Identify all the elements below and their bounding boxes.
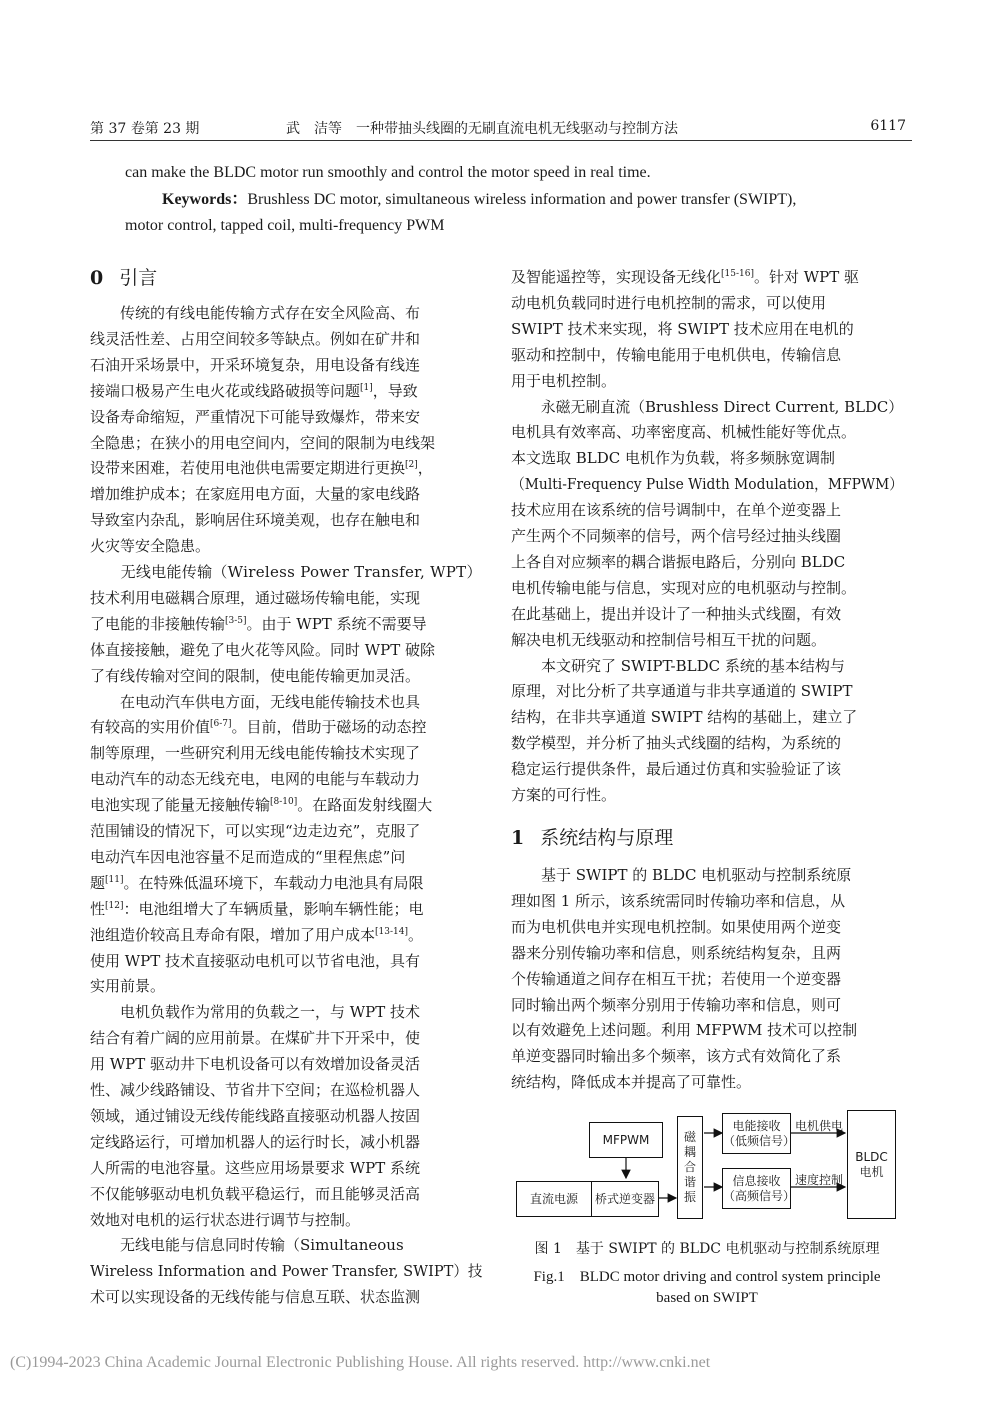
keywords-label: Keywords： <box>162 191 248 208</box>
text-line: 电机传输电能与信息，实现对应的电机驱动与控制。 <box>511 578 857 597</box>
section-number: 1 <box>511 827 525 849</box>
keywords-line <box>162 190 796 210</box>
text-line: 在电动汽车供电方面，无线电能传输技术也具 <box>90 692 421 711</box>
text-line: 了电能的非接触传输[3-5]。由于 WPT 系统不需要导 <box>90 614 427 633</box>
dc-source-label: 直流电源 <box>529 1191 578 1206</box>
text-line: 基于 SWIPT 的 BLDC 电机驱动与控制系统原 <box>511 866 852 884</box>
text-line: 设带来困难，若使用电池供电需要定期进行更换[2]， <box>90 459 433 478</box>
power-receiver-label: 电能接收 <box>732 1118 781 1133</box>
text-line: 人所需的电池容量。这些应用场景要求 WPT 系统 <box>90 1158 421 1177</box>
info-receiver-label: 信息接收 <box>732 1173 781 1188</box>
bldc-label: BLDC <box>855 1149 888 1164</box>
text-line: 本文研究了 SWIPT-BLDC 系统的基本结构与 <box>511 656 845 675</box>
text-line: 原理，对比分析了共享通道与非共享通道的 SWIPT <box>511 682 853 701</box>
text-line: 用 WPT 驱动井下电机设备可以有效增加设备灵活 <box>90 1055 421 1074</box>
figure-1-diagram <box>511 1105 901 1230</box>
text-line: 无线电能传输（Wireless Power Transfer, WPT） <box>90 563 482 581</box>
text-line: 技术利用电磁耦合原理，通过磁场传输电能，实现 <box>90 588 421 607</box>
section-title: 系统结构与原理 <box>540 827 674 849</box>
section-heading-0 <box>90 266 157 290</box>
text-line: 方案的可行性。 <box>511 786 617 804</box>
text-line: 石油开采场景中，开采环境复杂，用电设备有线连 <box>90 355 421 374</box>
text-line: 电机具有效率高、功率密度高、机械性能好等优点。 <box>511 423 857 442</box>
text-line: 理如图 1 所示，该系统需同时传输功率和信息，从 <box>511 891 846 910</box>
running-header <box>90 118 912 141</box>
text-line: 性、减少线路铺设、节省井下空间；在巡检机器人 <box>90 1081 421 1099</box>
info-receiver-block <box>722 1168 796 1209</box>
motor-label: 电机 <box>859 1164 884 1179</box>
text-line: 题[11]。在特殊低温环境下，车载动力电池具有局限 <box>90 873 424 892</box>
inverter-block <box>591 1181 659 1217</box>
low-frequency-label: （低频信号） <box>723 1133 796 1148</box>
power-receiver-block <box>722 1113 796 1154</box>
text-line: 本文选取 BLDC 电机作为负载，将多频脉宽调制 <box>511 449 836 468</box>
text-line: 传统的有线电能传输方式存在安全风险高、布 <box>90 304 421 322</box>
text-line: （Multi-Frequency Pulse Width Modulation，MFPWM） <box>511 475 904 494</box>
text-line: 设备寿命缩短，严重情况下可能导致爆炸，带来安 <box>90 407 421 426</box>
text-line: 池组造价较高且寿命有限，增加了用户成本[13-14]。 <box>90 925 423 944</box>
section-heading-1 <box>511 826 673 850</box>
text-line: 个传输通道之间存在相互干扰；若使用一个逆变器 <box>511 969 842 988</box>
figure-caption-cn: 图 1 基于 SWIPT 的 BLDC 电机驱动与控制系统原理 <box>534 1241 880 1257</box>
text-line: 永磁无刷直流（Brushless Direct Current, BLDC） <box>511 397 904 416</box>
text-line: SWIPT 技术来实现，将 SWIPT 技术应用在电机的 <box>511 319 854 338</box>
text-line: 了有线传输对空间的限制，使电能传输更加灵活。 <box>90 666 421 685</box>
inverter-label: 桥式逆变器 <box>594 1191 655 1206</box>
mfpwm-label: MFPWM <box>602 1132 650 1147</box>
text-line: 技术应用在该系统的信号调制中，在单个逆变器上 <box>511 501 842 520</box>
text-line: 同时输出两个频率分别用于传输功率和信息，则可 <box>511 995 842 1014</box>
keywords-text-1: Brushless DC motor, simultaneous wireless information and power transfer (SWIPT), <box>247 191 797 208</box>
section-title: 引言 <box>119 267 158 289</box>
mfpwm-block <box>589 1122 663 1158</box>
copyright-footer: (C)1994-2023 China Academic Journal Electronic Publishing House. All rights reserved. http://www.cnki.net <box>10 1354 711 1371</box>
text-line: 全隐患；在狭小的用电空间内，空间的限制为电线架 <box>90 433 436 452</box>
text-line: Wireless Information and Power Transfer, SWIPT）技 <box>90 1262 483 1281</box>
text-line: 导致室内杂乱，影响居住环境美观，也存在触电和 <box>90 511 421 530</box>
text-line: 术可以实现设备的无线传能与信息互联、状态监测 <box>90 1288 421 1307</box>
resonance-label: 磁耦合谐振 <box>683 1130 696 1204</box>
header-authors-title: 武 洁等 一种带抽头线圈的无刷直流电机无线驱动与控制方法 <box>286 121 678 137</box>
text-line: 火灾等安全隐患。 <box>90 537 211 556</box>
figure-caption-en-1: Fig.1 BLDC motor driving and control system principle <box>533 1269 881 1285</box>
abstract-tail: can make the BLDC motor run smoothly and control the motor speed in real time. <box>125 164 651 181</box>
journal-issue: 第 37 卷第 23 期 <box>90 121 200 137</box>
text-line: 接端口极易产生电火花或线路破损等问题[1]，导致 <box>90 381 418 400</box>
text-line: 单逆变器同时输出多个频率，该方式有效简化了系 <box>511 1047 842 1066</box>
text-line: 电机负载作为常用的负载之一，与 WPT 技术 <box>90 1003 421 1022</box>
text-line: 产生两个不同频率的信号，两个信号经过抽头线圈 <box>511 527 842 545</box>
text-line: 稳定运行提供条件，最后通过仿真和实验验证了该 <box>511 760 842 779</box>
text-line: 上各自对应频率的耦合谐振电路后，分别向 BLDC <box>511 552 846 571</box>
text-line: 解决电机无线驱动和控制信号相互干扰的问题。 <box>511 630 827 649</box>
text-line: 而为电机供电并实现电机控制。如果使用两个逆变 <box>511 917 842 936</box>
text-line: 不仅能够驱动电机负载平稳运行，而且能够灵活高 <box>90 1184 421 1203</box>
text-line: 用于电机控制。 <box>511 371 617 390</box>
keywords-text-2: motor control, tapped coil, multi-frequency PWM <box>125 217 445 234</box>
text-line: 及智能遥控等，实现设备无线化[15-16]。针对 WPT 驱 <box>511 268 860 286</box>
text-line: 在此基础上，提出并设计了一种抽头式线圈，有效 <box>511 604 842 623</box>
text-line: 以有效避免上述问题。利用 MFPWM 技术可以控制 <box>511 1021 858 1040</box>
page-number: 6117 <box>870 118 906 134</box>
bldc-motor-block <box>847 1110 896 1219</box>
text-line: 无线电能与信息同时传输（Simultaneous <box>90 1236 404 1255</box>
text-line: 驱动和控制中，传输电能用于电机供电，传输信息 <box>511 345 842 364</box>
text-line: 制等原理，一些研究利用无线电能传输技术实现了 <box>90 744 421 763</box>
figure-caption-en-2: based on SWIPT <box>656 1290 758 1306</box>
high-frequency-label: （高频信号） <box>723 1188 796 1203</box>
text-line: 实用前景。 <box>90 977 166 996</box>
text-line: 领域，通过铺设无线传能线路直接驱动机器人按固 <box>90 1106 421 1125</box>
motor-supply-label: 电机供电 <box>795 1119 844 1133</box>
section-number: 0 <box>90 267 104 289</box>
text-line: 有较高的实用价值[6-7]。目前，借助于磁场的动态控 <box>90 718 427 737</box>
text-line: 线灵活性差、占用空间较多等缺点。例如在矿井和 <box>90 329 421 348</box>
text-line: 体直接接触，避免了电火花等风险。同时 WPT 破除 <box>90 640 436 659</box>
text-line: 电动汽车的动态无线充电，电网的电能与车载动力 <box>90 770 421 789</box>
speed-control-label: 速度控制 <box>795 1173 844 1187</box>
text-line: 使用 WPT 技术直接驱动电机可以节省电池，具有 <box>90 951 421 970</box>
text-line: 范围铺设的情况下，可以实现“边走边充”，克服了 <box>90 822 421 840</box>
text-line: 数学模型，并分析了抽头式线圈的结构，为系统的 <box>511 734 842 753</box>
text-line: 效地对电机的运行状态进行调节与控制。 <box>90 1210 361 1229</box>
text-line: 增加维护成本；在家庭用电方面，大量的家电线路 <box>90 485 421 504</box>
text-line: 统结构，降低成本并提高了可靠性。 <box>511 1073 752 1092</box>
text-line: 定线路运行，可增加机器人的运行时长，减小机器 <box>90 1132 421 1151</box>
text-line: 动电机负载同时进行电机控制的需求，可以使用 <box>511 293 827 312</box>
text-line: 器来分别传输功率和信息，则系统结构复杂，且两 <box>511 943 842 962</box>
text-line: 结构，在非共享通道 SWIPT 结构的基础上，建立了 <box>511 708 858 727</box>
dc-source-block <box>516 1181 592 1217</box>
text-line: 性[12]：电池组增大了车辆质量，影响车辆性能；电 <box>90 899 424 918</box>
text-line: 结合有着广阔的应用前景。在煤矿井下开采中，使 <box>90 1029 421 1048</box>
text-line: 电动汽车因电池容量不足而造成的“里程焦虑”问 <box>90 847 406 866</box>
resonance-block <box>677 1116 703 1219</box>
text-line: 电池实现了能量无接触传输[8-10]。在路面发射线圈大 <box>90 796 433 815</box>
